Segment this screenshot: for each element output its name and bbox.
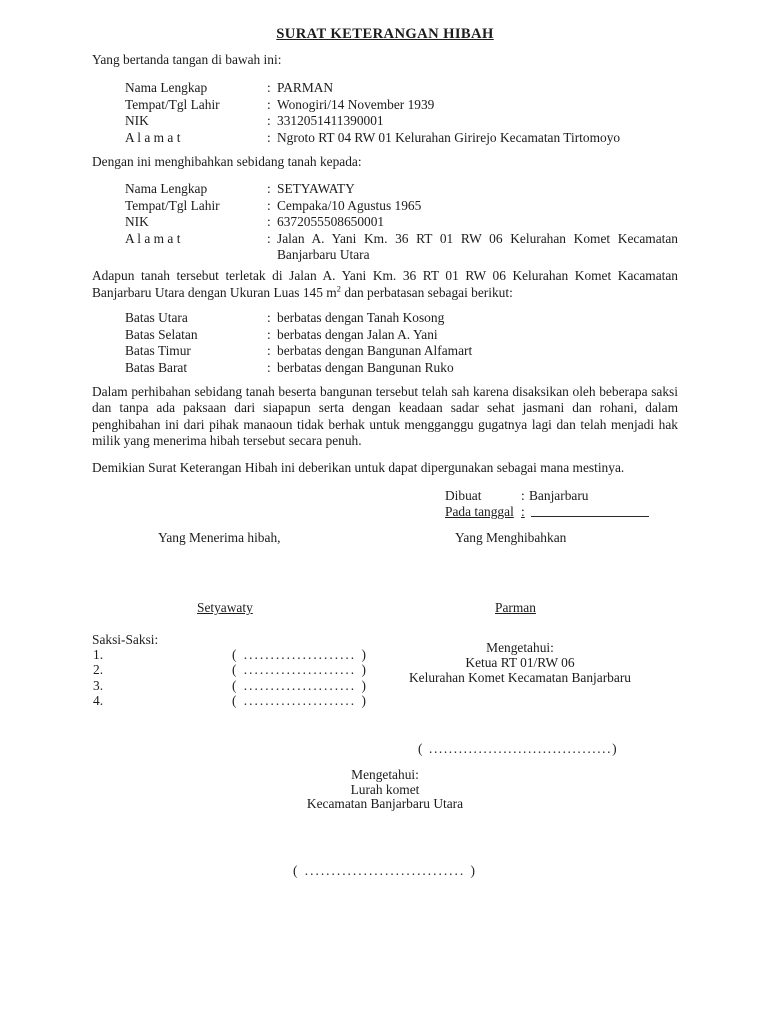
witness-row xyxy=(92,693,678,708)
field-value: Wonogiri/14 November 1939 xyxy=(277,96,435,112)
field-value: 6372055508650001 xyxy=(277,214,385,230)
field-colon: : xyxy=(267,80,271,96)
field-label: Tempat/Tgl Lahir xyxy=(125,197,220,213)
rt-ack-line1: Mengetahui: xyxy=(486,640,554,656)
grantor-name: Parman xyxy=(495,600,536,616)
field-value: berbatas dengan Tanah Kosong xyxy=(277,310,445,326)
field-label: Batas Utara xyxy=(125,310,188,326)
field-colon: : xyxy=(267,343,271,359)
village-ack-line3: Kecamatan Banjarbaru Utara xyxy=(306,796,464,812)
field-label: Nama Lengkap xyxy=(125,80,208,96)
superscript-2: 2 xyxy=(336,283,342,294)
field-value: berbatas dengan Bangunan Ruko xyxy=(277,359,454,375)
village-ack-line1: Mengetahui: xyxy=(351,766,419,782)
table-row xyxy=(125,343,678,359)
village-acknowledgement-block xyxy=(92,768,678,812)
field-value: Cempaka/10 Agustus 1965 xyxy=(277,197,422,213)
table-row xyxy=(125,113,678,129)
field-colon: : xyxy=(267,310,271,326)
issue-place-value: Banjarbaru xyxy=(529,487,589,503)
table-row xyxy=(125,310,678,326)
issue-date-row xyxy=(445,504,649,520)
field-value: PARMAN xyxy=(277,80,334,96)
witnesses-heading: Saksi-Saksi: xyxy=(92,632,159,648)
location-text-end: dan perbatasan sebagai berikut: xyxy=(341,284,513,300)
recipient-name: Setyawaty xyxy=(197,600,253,616)
witness-number: 1. xyxy=(93,647,104,663)
field-colon: : xyxy=(267,230,271,246)
issue-place-row xyxy=(445,488,649,504)
witness-section xyxy=(92,632,678,708)
table-row xyxy=(125,214,678,230)
grantor-role-label: Yang Menghibahkan xyxy=(455,530,567,546)
village-signature-blank: ( .............................. ) xyxy=(292,862,478,878)
rt-signature-blank: ( .....................................) xyxy=(418,740,619,756)
recipient-role-label: Yang Menerima hibah, xyxy=(158,530,281,546)
issue-place-label: Dibuat xyxy=(445,487,482,503)
declaration-paragraph: Dalam perhibahan sebidang tanah beserta bangunan tersebut telah sah karena disaksikan oleh beberapa saksi dan tanpa ada paksaan dari siapapun serta dengan keadaan sadar sehat jasmani dan rohani, dalam penghibahan ini dari pihak manaoun tidak berhak untuk mengganggu gugatnya lagi dan telah menjadi hak milik yang menerima hibah tersebut secara penuh. xyxy=(92,383,678,449)
witness-signature-blank: ( ..................... ) xyxy=(232,692,368,708)
field-colon: : xyxy=(267,326,271,342)
field-colon: : xyxy=(267,113,271,129)
field-colon: : xyxy=(267,359,271,375)
rt-ack-line2: Ketua RT 01/RW 06 xyxy=(465,655,575,671)
signature-names-row xyxy=(92,600,678,617)
grantor-details xyxy=(125,80,678,146)
issue-date-label: Pada tanggal xyxy=(445,503,514,519)
field-colon: : xyxy=(267,181,271,197)
field-label: NIK xyxy=(125,214,149,230)
field-colon: : xyxy=(521,503,525,519)
table-row xyxy=(125,97,678,113)
field-value: 3312051411390001 xyxy=(277,113,384,129)
village-ack-line2: Lurah komet xyxy=(350,781,420,797)
field-colon: : xyxy=(267,197,271,213)
field-label: NIK xyxy=(125,113,149,129)
field-value: Ngroto RT 04 RW 01 Kelurahan Girirejo Kecamatan Tirtomoyo xyxy=(277,129,621,145)
boundary-details xyxy=(125,310,678,376)
document-title: SURAT KETERANGAN HIBAH xyxy=(276,26,494,42)
witness-signature-blank: ( ..................... ) xyxy=(232,677,368,693)
signature-roles-row xyxy=(92,530,678,546)
witness-signature-blank: ( ..................... ) xyxy=(232,647,368,663)
rt-acknowledgement-block xyxy=(370,641,670,686)
field-label: Batas Selatan xyxy=(125,326,198,342)
grant-intro-line: Dengan ini menghibahkan sebidang tanah kepada: xyxy=(92,154,362,170)
witness-signature-blank: ( ..................... ) xyxy=(232,662,368,678)
field-colon: : xyxy=(267,214,271,230)
field-value: berbatas dengan Jalan A. Yani xyxy=(277,326,438,342)
table-row xyxy=(125,360,678,376)
issue-block xyxy=(445,488,649,519)
field-value: Jalan A. Yani Km. 36 RT 01 RW 06 Kelurahan Komet Kecamatan Banjarbaru Utara xyxy=(277,230,678,263)
field-label: A l a m a t xyxy=(125,230,181,246)
land-location-paragraph xyxy=(92,268,678,301)
table-row xyxy=(125,327,678,343)
table-row xyxy=(125,181,678,197)
field-label: Nama Lengkap xyxy=(125,181,208,197)
field-label: Batas Barat xyxy=(125,359,188,375)
witness-number: 4. xyxy=(93,692,104,708)
location-text: Adapun tanah tersebut terletak di Jalan A. Yani Km. 36 RT 01 RW 06 Kelurahan Komet Kacamatan Banjarbaru Utara dengan Ukuran Luas 145 m xyxy=(92,268,678,300)
table-row xyxy=(125,80,678,96)
witness-number: 3. xyxy=(93,677,104,693)
opening-line: Yang bertanda tangan di bawah ini: xyxy=(92,52,282,67)
rt-ack-line3: Kelurahan Komet Kecamatan Banjarbaru xyxy=(409,669,631,685)
grantee-details xyxy=(125,181,678,263)
table-row xyxy=(125,231,678,264)
table-row xyxy=(125,130,678,146)
witness-number: 2. xyxy=(93,662,104,678)
closing-paragraph: Demikian Surat Keterangan Hibah ini deberikan untuk dapat dipergunakan sebagai mana mestinya. xyxy=(92,459,625,475)
field-colon: : xyxy=(521,487,525,503)
field-label: A l a m a t xyxy=(125,129,181,145)
table-row xyxy=(125,198,678,214)
field-value: berbatas dengan Bangunan Alfamart xyxy=(277,343,473,359)
field-colon: : xyxy=(267,96,271,112)
field-value: SETYAWATY xyxy=(277,181,355,197)
date-blank-line xyxy=(531,504,649,517)
field-colon: : xyxy=(267,129,271,145)
field-label: Tempat/Tgl Lahir xyxy=(125,96,220,112)
field-label: Batas Timur xyxy=(125,343,191,359)
